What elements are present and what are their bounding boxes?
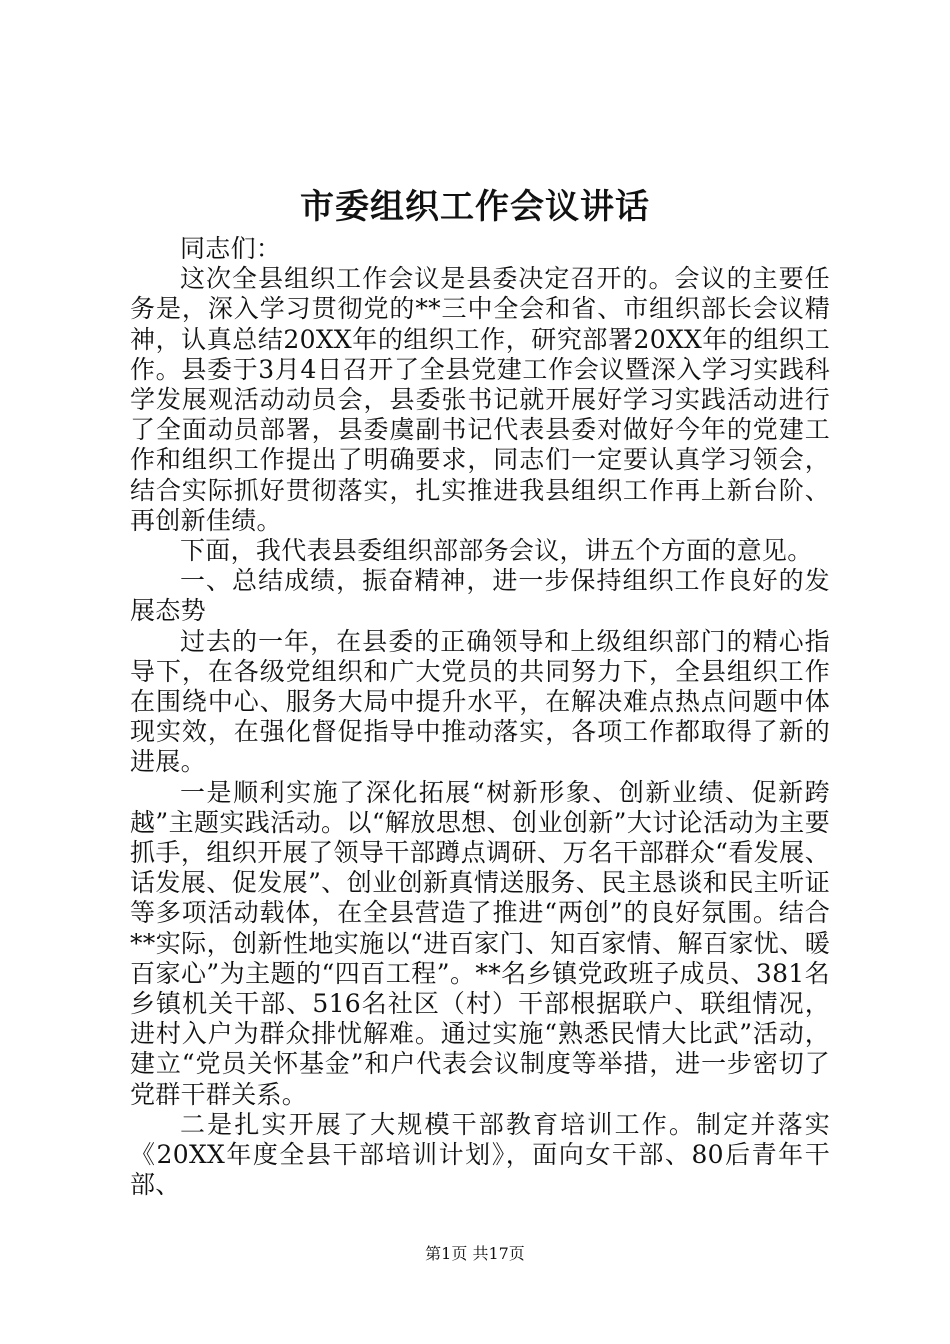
salutation: 同志们：	[180, 234, 282, 263]
section-heading-1: 一、总结成绩，振奋精神，进一步保持组织工作良好的发展态势	[130, 566, 830, 626]
paragraph-point-2: 二是扎实开展了大规模干部教育培训工作。制定并落实《20XX年度全县干部培训计划》，面向女干部、80后青年干部、	[130, 1109, 830, 1200]
paragraph-outline: 下面，我代表县委组织部部务会议，讲五个方面的意见。	[180, 536, 813, 566]
document-title: 市委组织工作会议讲话	[300, 187, 650, 227]
page-footer: 第1页 共17页	[425, 1244, 525, 1263]
paragraph-point-1: 一是顺利实施了深化拓展“树新形象、创新业绩、促新跨越”主题实践活动。以“解放思想、创业创新”大讨论活动为主要抓手，组织开展了领导干部蹲点调研、万名干部群众“看发展、话发展、促发展”、创业创新真情送服务、民主恳谈和民主听证等多项活动载体，在全县营造了推进“两创”的良好氛围。结合**实际，创新性地实施以“进百家门、知百家情、解百家忧、暖百家心”为主题的“四百工程”。**名乡镇党政班子成员、381名乡镇机关干部、516名社区（村）干部根据联户、联组情况，进村入户为群众排忧解难。通过实施“熟悉民情大比武”活动，建立“党员关怀基金”和户代表会议制度等举措，进一步密切了党群干群关系。	[130, 777, 830, 1109]
paragraph-intro: 这次全县组织工作会议是县委决定召开的。会议的主要任务是，深入学习贯彻党的**三中全会和省、市组织部长会议精神，认真总结20XX年的组织工作，研究部署20XX年的组织工作。县委于3月4日召开了全县党建工作会议暨深入学习实践科学发展观活动动员会，县委张书记就开展好学习实践活动进行了全面动员部署，县委虞副书记代表县委对做好今年的党建工作和组织工作提出了明确要求，同志们一定要认真学习领会，结合实际抓好贯彻落实，扎实推进我县组织工作再上新台阶、再创新佳绩。	[130, 264, 830, 535]
document-body	[130, 234, 830, 1201]
paragraph-review: 过去的一年，在县委的正确领导和上级组织部门的精心指导下，在各级党组织和广大党员的共同努力下，全县组织工作在围绕中心、服务大局中提升水平，在解决难点热点问题中体现实效，在强化督促指导中推动落实，各项工作都取得了新的进展。	[130, 626, 830, 777]
